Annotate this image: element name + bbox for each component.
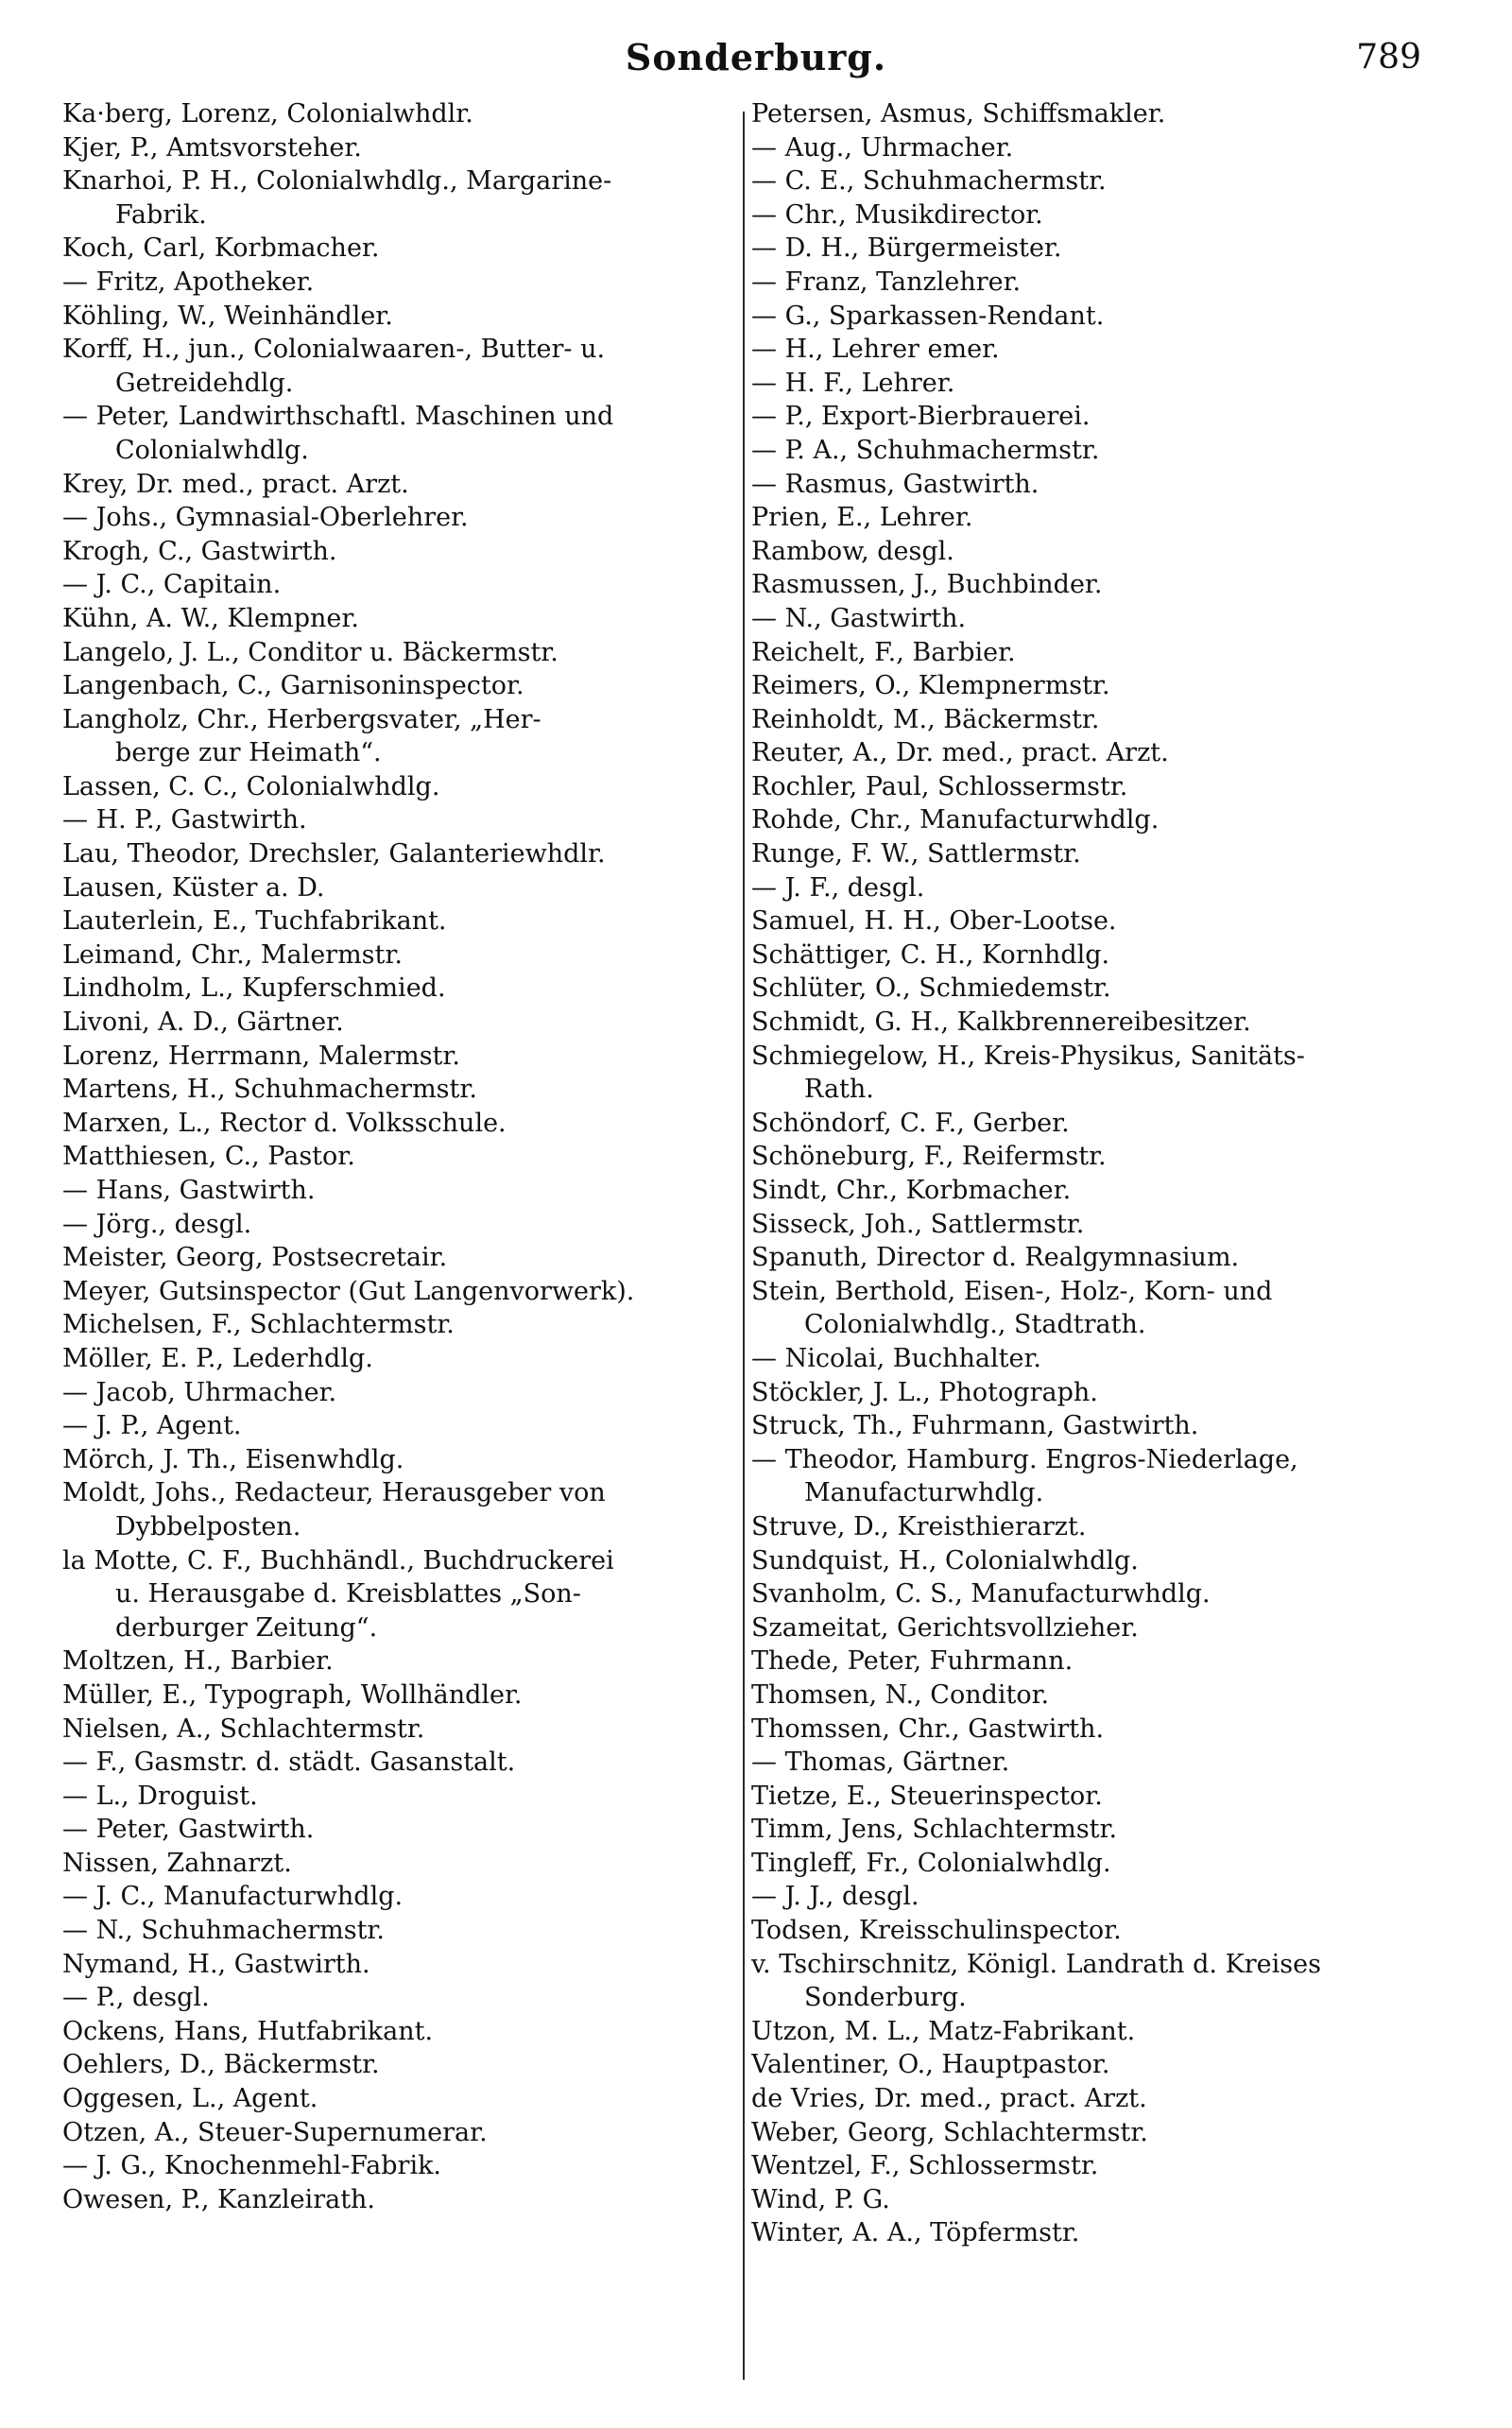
directory-entry: — Thomas, Gärtner. — [751, 1748, 1010, 1778]
directory-entry: Schöndorf, C. F., Gerber. — [751, 1108, 1070, 1138]
entry-continuation: berge zur Heimath“. — [115, 738, 382, 768]
directory-entry: Schättiger, C. H., Kornhdlg. — [751, 939, 1110, 970]
directory-entry: — Jacob, Uhrmacher. — [62, 1377, 337, 1407]
directory-entry: — Hans, Gastwirth. — [62, 1176, 316, 1205]
directory-entry: — H. F., Lehrer. — [751, 368, 955, 398]
directory-entry: — Rasmus, Gastwirth. — [751, 469, 1040, 499]
directory-entry: — Aug., Uhrmacher. — [751, 132, 1014, 163]
directory-entry: — H., Lehrer emer. — [751, 335, 1000, 365]
directory-entry: — J. C., Capitain. — [62, 570, 282, 600]
entry-continuation: Dybbelposten. — [115, 1511, 301, 1541]
directory-entry: Owesen, P., Kanzleirath. — [62, 2184, 376, 2214]
entry-continuation: Colonialwhdlg. — [115, 435, 309, 465]
directory-entry: Lau, Theodor, Drechsler, Galanteriewhdlr. — [62, 839, 606, 870]
directory-entry: la Motte, C. F., Buchhändl., Buchdruckerei — [62, 1545, 614, 1576]
column-divider — [743, 112, 745, 2380]
directory-entry: Struve, D., Kreisthierarzt. — [751, 1511, 1087, 1541]
directory-entry: Meister, Georg, Postsecretair. — [62, 1243, 448, 1273]
directory-entry: Sundquist, H., Colonialwhdlg. — [751, 1545, 1139, 1576]
directory-entry: Lassen, C. C., Colonialwhdlg. — [62, 771, 440, 801]
entry-continuation: u. Herausgabe d. Kreisblattes „Son- — [115, 1579, 581, 1610]
entry-continuation: Fabrik. — [115, 199, 207, 230]
directory-entry: Rochler, Paul, Schlossermstr. — [751, 771, 1128, 801]
directory-entry: v. Tschirschnitz, Königl. Landrath d. Kreises — [751, 1949, 1321, 1979]
directory-entry: — Theodor, Hamburg. Engros-Niederlage, — [751, 1444, 1298, 1474]
directory-entry: — L., Droguist. — [62, 1781, 258, 1811]
directory-entry: Krogh, C., Gastwirth. — [62, 536, 337, 566]
directory-entry: Reinholdt, M., Bäckermstr. — [751, 704, 1100, 734]
directory-entry: Möller, E. P., Lederhdlg. — [62, 1343, 373, 1373]
directory-entry: Stein, Berthold, Eisen-, Holz-, Korn- und — [751, 1276, 1273, 1306]
directory-entry: Lorenz, Herrmann, Malermstr. — [62, 1041, 460, 1071]
directory-entry: Struck, Th., Fuhrmann, Gastwirth. — [751, 1411, 1199, 1441]
entry-continuation: Sonderburg. — [804, 1983, 967, 2013]
directory-entry: Reuter, A., Dr. med., pract. Arzt. — [751, 738, 1169, 768]
directory-entry: Mörch, J. Th., Eisenwhdlg. — [62, 1444, 404, 1474]
directory-entry: Livoni, A. D., Gärtner. — [62, 1007, 344, 1038]
directory-entry: Schmidt, G. H., Kalkbrennereibesitzer. — [751, 1007, 1251, 1038]
directory-entry: — J. P., Agent. — [62, 1411, 242, 1441]
directory-entry: Rambow, desgl. — [751, 536, 954, 566]
directory-entry: Prien, E., Lehrer. — [751, 503, 973, 533]
directory-entry: Meyer, Gutsinspector (Gut Langenvorwerk). — [62, 1276, 635, 1306]
directory-entry: — D. H., Bürgermeister. — [751, 233, 1062, 264]
directory-entry: Nissen, Zahnarzt. — [62, 1848, 292, 1878]
directory-entry: Koch, Carl, Korbmacher. — [62, 233, 380, 264]
directory-entry: — Franz, Tanzlehrer. — [751, 267, 1022, 297]
directory-entry: Petersen, Asmus, Schiffsmakler. — [751, 99, 1166, 129]
directory-entry: — P., desgl. — [62, 1983, 210, 2013]
directory-entry: — Fritz, Apotheker. — [62, 267, 315, 297]
directory-entry: — G., Sparkassen-Rendant. — [751, 301, 1105, 331]
directory-entry: Utzon, M. L., Matz-Fabrikant. — [751, 2016, 1136, 2046]
directory-entry: — Peter, Gastwirth. — [62, 1815, 315, 1845]
directory-entry: Kjer, P., Amtsvorsteher. — [62, 132, 362, 163]
directory-entry: Valentiner, O., Hauptpastor. — [751, 2050, 1110, 2080]
directory-entry: Ockens, Hans, Hutfabrikant. — [62, 2016, 434, 2046]
directory-entry: Langholz, Chr., Herbergsvater, „Her- — [62, 704, 541, 734]
directory-entry: Reichelt, F., Barbier. — [751, 637, 1016, 667]
directory-entry: — Chr., Musikdirector. — [751, 199, 1043, 230]
directory-entry: Schlüter, O., Schmiedemstr. — [751, 973, 1111, 1004]
directory-entry: Köhling, W., Weinhändler. — [62, 301, 393, 331]
directory-entry: Moldt, Johs., Redacteur, Herausgeber von — [62, 1478, 606, 1508]
directory-entry: Timm, Jens, Schlachtermstr. — [751, 1815, 1118, 1845]
directory-entry: Otzen, A., Steuer-Supernumerar. — [62, 2117, 488, 2147]
directory-entry: Tingleff, Fr., Colonialwhdlg. — [751, 1848, 1111, 1878]
directory-entry: Runge, F. W., Sattlermstr. — [751, 839, 1081, 870]
directory-entry: Langenbach, C., Garnisoninspector. — [62, 671, 524, 701]
directory-entry: Moltzen, H., Barbier. — [62, 1646, 334, 1677]
directory-entry: — J. F., desgl. — [751, 872, 925, 903]
directory-entry: Sisseck, Joh., Sattlermstr. — [751, 1209, 1085, 1239]
directory-entry: Ka·berg, Lorenz, Colonialwhdlr. — [62, 99, 473, 129]
directory-entry: — J. G., Knochenmehl-Fabrik. — [62, 2151, 442, 2181]
directory-entry: Weber, Georg, Schlachtermstr. — [751, 2117, 1148, 2147]
directory-entry: Lindholm, L., Kupferschmied. — [62, 973, 446, 1004]
directory-entry: — J. C., Manufacturwhdlg. — [62, 1882, 404, 1912]
directory-entry: — P. A., Schuhmachermstr. — [751, 435, 1100, 465]
directory-entry: — C. E., Schuhmachermstr. — [751, 166, 1107, 197]
directory-entry: Knarhoi, P. H., Colonialwhdlg., Margarine- — [62, 166, 612, 197]
directory-entry: Schöneburg, F., Reifermstr. — [751, 1142, 1107, 1172]
directory-entry: Rasmussen, J., Buchbinder. — [751, 570, 1103, 600]
directory-entry: Svanholm, C. S., Manufacturwhdlg. — [751, 1579, 1211, 1610]
directory-entry: Oggesen, L., Agent. — [62, 2084, 318, 2114]
entry-continuation: derburger Zeitung“. — [115, 1612, 378, 1643]
directory-entry: Wentzel, F., Schlossermstr. — [751, 2151, 1099, 2181]
entry-continuation: Manufacturwhdlg. — [804, 1478, 1044, 1508]
entry-continuation: Colonialwhdlg., Stadtrath. — [804, 1310, 1146, 1340]
directory-entry: Oehlers, D., Bäckermstr. — [62, 2050, 380, 2080]
directory-entry: Tietze, E., Steuerinspector. — [751, 1781, 1103, 1811]
directory-entry: Lauterlein, E., Tuchfabrikant. — [62, 906, 447, 937]
page-title: Sonderburg. — [625, 36, 887, 78]
directory-entry: Marxen, L., Rector d. Volksschule. — [62, 1108, 507, 1138]
directory-entry: Sindt, Chr., Korbmacher. — [751, 1176, 1072, 1205]
directory-entry: — N., Schuhmachermstr. — [62, 1916, 385, 1946]
directory-entry: Winter, A. A., Töpfermstr. — [751, 2218, 1080, 2248]
directory-entry: Samuel, H. H., Ober-Lootse. — [751, 906, 1117, 937]
directory-entry: Spanuth, Director d. Realgymnasium. — [751, 1243, 1240, 1273]
directory-entry: Thomsen, N., Conditor. — [751, 1679, 1050, 1710]
directory-entry: — Johs., Gymnasial-Oberlehrer. — [62, 503, 469, 533]
directory-entry: Müller, E., Typograph, Wollhändler. — [62, 1679, 523, 1710]
directory-entry: Wind, P. G. — [751, 2184, 890, 2214]
directory-entry: — Nicolai, Buchhalter. — [751, 1343, 1041, 1373]
directory-entry: — N., Gastwirth. — [751, 603, 967, 633]
directory-entry: — F., Gasmstr. d. städt. Gasanstalt. — [62, 1748, 516, 1778]
directory-entry: Michelsen, F., Schlachtermstr. — [62, 1310, 455, 1340]
directory-entry: Todsen, Kreisschulinspector. — [751, 1916, 1122, 1946]
directory-entry: Martens, H., Schuhmachermstr. — [62, 1075, 477, 1105]
directory-entry: Szameitat, Gerichtsvollzieher. — [751, 1612, 1139, 1643]
directory-entry: Langelo, J. L., Conditor u. Bäckermstr. — [62, 637, 558, 667]
directory-entry: Thede, Peter, Fuhrmann. — [751, 1646, 1074, 1677]
directory-entry: — Peter, Landwirthschaftl. Maschinen und — [62, 402, 614, 432]
directory-entry: de Vries, Dr. med., pract. Arzt. — [751, 2084, 1147, 2114]
directory-entry: Stöckler, J. L., Photograph. — [751, 1377, 1098, 1407]
directory-entry: Nielsen, A., Schlachtermstr. — [62, 1713, 425, 1744]
directory-entry: Reimers, O., Klempnermstr. — [751, 671, 1110, 701]
directory-entry: — P., Export-Bierbrauerei. — [751, 402, 1091, 432]
page-header — [0, 36, 1512, 93]
directory-entry: — Jörg., desgl. — [62, 1209, 252, 1239]
page-number: 789 — [1356, 38, 1421, 77]
directory-entry: Lausen, Küster a. D. — [62, 872, 325, 903]
left-column — [62, 97, 735, 2216]
directory-entry: — J. J., desgl. — [751, 1882, 919, 1912]
directory-entry: Leimand, Chr., Malermstr. — [62, 939, 403, 970]
entry-continuation: Rath. — [804, 1075, 874, 1105]
directory-entry: Thomssen, Chr., Gastwirth. — [751, 1713, 1105, 1744]
directory-entry: Schmiegelow, H., Kreis-Physikus, Sanitäts- — [751, 1041, 1305, 1071]
directory-entry: Rohde, Chr., Manufacturwhdlg. — [751, 805, 1160, 835]
directory-entry: Krey, Dr. med., pract. Arzt. — [62, 469, 409, 499]
directory-entry: Korff, H., jun., Colonialwaaren-, Butter- u. — [62, 335, 606, 365]
directory-entry: Nymand, H., Gastwirth. — [62, 1949, 370, 1979]
entry-continuation: Getreidehdlg. — [115, 368, 294, 398]
right-column — [751, 97, 1432, 2250]
directory-entry: — H. P., Gastwirth. — [62, 805, 307, 835]
directory-entry: Kühn, A. W., Klempner. — [62, 603, 359, 633]
directory-entry: Matthiesen, C., Pastor. — [62, 1142, 355, 1172]
